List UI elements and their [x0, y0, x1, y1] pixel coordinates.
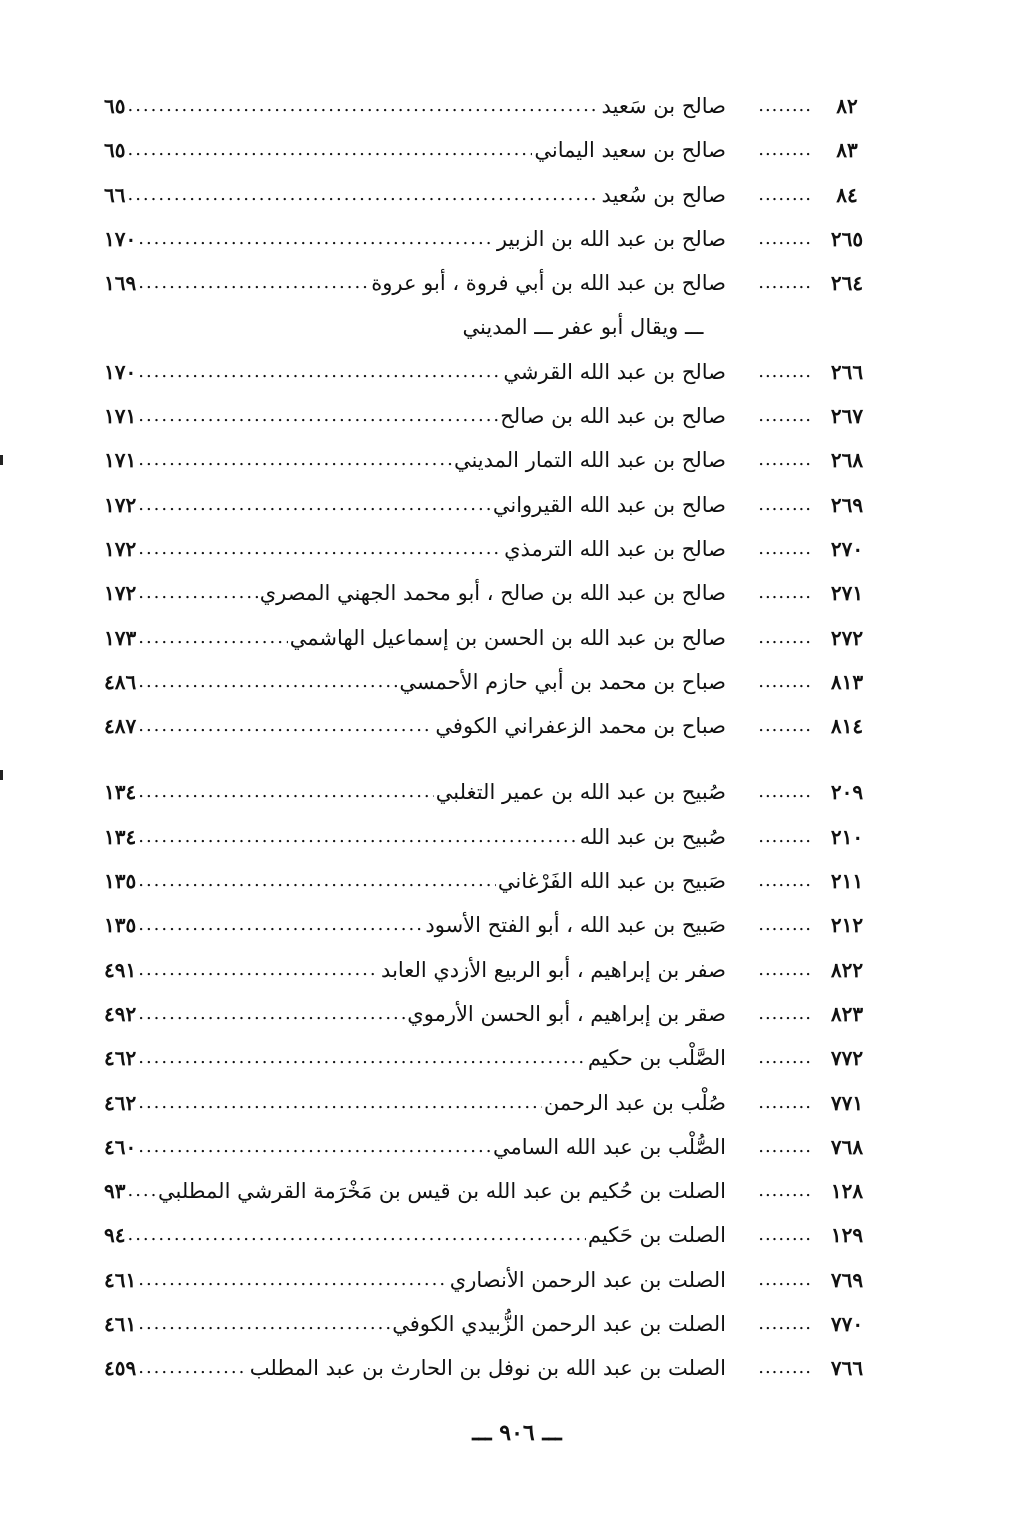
leader-dots: ........ [758, 1091, 812, 1113]
leader-dots: ........ [758, 95, 812, 116]
index-entry [104, 660, 882, 704]
entry-name: الصلت بن حُكيم بن عبد الله بن قيس بن مَخْرَمة القرشي المطلبي [158, 1179, 726, 1204]
entry-page: ٤٨٧ [104, 714, 137, 739]
leader-dots [138, 704, 433, 748]
entry-page: ٤٦٢ [104, 1046, 137, 1071]
leader-dots [138, 770, 434, 814]
leader-dots: ........ [758, 582, 812, 604]
entry-number: ٢٧٢ [830, 625, 864, 650]
entry-page: ٦٥ [104, 94, 126, 118]
leader-dots: ........ [758, 670, 812, 692]
index-entry [104, 1302, 882, 1346]
leader-dots: ........ [758, 914, 812, 936]
leader-dots [138, 903, 423, 947]
entry-number: ٧٧٠ [830, 1312, 864, 1337]
entry-name: الصلت بن حَكيم [587, 1223, 726, 1248]
entry-number: ٧٦٦ [830, 1356, 864, 1381]
entry-name: صُلْب بن عبد الرحمن [543, 1090, 726, 1115]
entry-number: ١٢٩ [830, 1223, 864, 1248]
entry-name: صباح بن محمد بن أبي حازم الأحمسي [399, 669, 726, 694]
entry-number: ٧٦٩ [830, 1267, 864, 1292]
entry-page: ٤٦١ [104, 1267, 137, 1292]
leader-dots [138, 992, 405, 1036]
leader-dots [127, 173, 599, 217]
entry-name: صالح بن عبد الله الترمذي [504, 536, 726, 561]
entry-page: ١٧٢ [104, 581, 137, 606]
entry-name: صفر بن إبراهيم ، أبو الربيع الأزدي العابد [381, 957, 726, 982]
index-entry [104, 815, 882, 859]
entry-page: ١٧٢ [104, 492, 137, 517]
index-entry [104, 1081, 882, 1125]
entry-name: صُبيح بن عبد الله [579, 824, 726, 849]
entry-page: ١٣٤ [104, 780, 137, 805]
index-entry [104, 128, 882, 172]
entry-name: الصلت بن عبد الرحمن الأنصاري [449, 1267, 726, 1292]
entry-name: صَبيح بن عبد الله ، أبو الفتح الأسود [425, 913, 726, 938]
index-entry [104, 173, 882, 217]
leader-dots: ........ [758, 781, 812, 803]
entry-page: ١٣٥ [104, 869, 137, 894]
leader-dots [138, 1302, 390, 1346]
leader-dots [138, 616, 288, 660]
entry-name: صالح بن سَعيد [601, 94, 726, 118]
entry-name: صُبيح بن عبد الله بن عمير التغلبي [435, 780, 726, 805]
index-entry [104, 770, 882, 814]
entry-name: الصلت بن عبد الرحمن الزُّبيدي الكوفي [392, 1312, 726, 1337]
entry-name: صالح بن عبد الله بن صالح [500, 404, 726, 429]
leader-dots [138, 527, 502, 571]
leader-dots [127, 84, 599, 128]
index-entry [104, 1036, 882, 1080]
entry-number: ٨٣ [836, 138, 858, 163]
entry-page: ١٧١ [104, 448, 137, 473]
entry-number: ٢١١ [830, 869, 864, 894]
leader-dots: ........ [758, 1357, 812, 1379]
entry-number: ٢٦٤ [830, 271, 864, 296]
leader-dots [138, 1036, 586, 1080]
leader-dots [138, 815, 578, 859]
entry-number: ٧٧١ [830, 1090, 864, 1115]
leader-dots: ........ [758, 183, 812, 205]
entry-number: ٨١٣ [830, 669, 864, 694]
leader-dots [127, 1213, 585, 1257]
index-entry [104, 261, 882, 305]
leader-dots [138, 571, 257, 615]
entry-name: صالح بن عبد الله القيرواني [492, 492, 726, 517]
entry-number: ١٢٨ [830, 1179, 864, 1204]
entry-name: صالح بن عبد الله التمار المديني [453, 448, 726, 473]
entry-page: ١٦٩ [104, 271, 137, 296]
leader-dots [138, 1258, 448, 1302]
index-entry [104, 84, 882, 128]
entry-name: صالح بن عبد الله بن الحسن بن إسماعيل الهاشمي [289, 625, 726, 650]
entry-page: ٦٥ [104, 138, 126, 163]
leader-dots: ........ [758, 405, 812, 427]
entry-number: ٨٢٣ [830, 1001, 864, 1026]
entry-name: صالح بن عبد الله بن صالح ، أبو محمد الجهني المصري [259, 581, 726, 606]
leader-dots: ........ [758, 1135, 812, 1157]
index-entry [104, 483, 882, 527]
entry-number: ٢٧١ [830, 581, 864, 606]
leader-dots [138, 859, 496, 903]
index-entry [104, 1346, 882, 1390]
leader-dots [138, 948, 379, 992]
index-entry [104, 948, 882, 992]
leader-dots [138, 217, 495, 261]
index-entry [104, 350, 882, 394]
entry-name: صَبيح بن عبد الله الفَرْغاني [497, 869, 726, 894]
leader-dots [138, 394, 498, 438]
entry-page: ٤٦٢ [104, 1090, 137, 1115]
leader-dots: ........ [758, 493, 812, 515]
leader-dots: ........ [758, 449, 812, 471]
entry-page: ١٧٠ [104, 359, 137, 384]
leader-dots [138, 1081, 542, 1125]
leader-dots: ........ [758, 626, 812, 648]
entry-page: ١٣٤ [104, 824, 137, 849]
index-entry [104, 903, 882, 947]
entry-number: ٢٠٩ [830, 780, 864, 805]
leader-dots: ........ [758, 1224, 812, 1246]
entry-number: ٢١٠ [830, 824, 864, 849]
leader-dots: ........ [758, 1180, 812, 1202]
entry-page: ١٧١ [104, 404, 137, 429]
leader-dots: ........ [758, 715, 812, 737]
entry-name: الصُّلْب بن عبد الله السامي [493, 1134, 726, 1159]
entry-page: ١٧٠ [104, 226, 137, 251]
index-entry [104, 1169, 882, 1213]
entry-page: ٤٩١ [104, 957, 137, 982]
leader-dots: ........ [758, 272, 812, 294]
entry-number: ٢٦٨ [830, 448, 864, 473]
leader-dots: ........ [758, 1002, 812, 1024]
entry-name: الصلت بن عبد الله بن نوفل بن الحارث بن عبد المطلب [249, 1356, 726, 1381]
entry-page: ٩٣ [104, 1179, 126, 1204]
leader-dots [138, 261, 369, 305]
leader-dots [138, 660, 397, 704]
index-entry [104, 1213, 882, 1257]
index-entry [104, 616, 882, 660]
entry-page: ١٧٢ [104, 536, 137, 561]
name-index-list [104, 84, 882, 1391]
leader-dots: ........ [758, 227, 812, 249]
leader-dots: ........ [758, 870, 812, 892]
index-entry [104, 217, 882, 261]
index-entry [104, 1258, 882, 1302]
leader-dots: ........ [758, 360, 812, 382]
entry-page: ٦٦ [104, 182, 126, 207]
index-entry [104, 438, 882, 482]
entry-page: ١٣٥ [104, 913, 137, 938]
entry-page: ٤٥٩ [104, 1356, 137, 1381]
index-entry [104, 1125, 882, 1169]
leader-dots [138, 438, 452, 482]
index-entry [104, 527, 882, 571]
scan-edge-mark [0, 455, 3, 465]
leader-dots: ........ [758, 139, 812, 161]
entry-name: صالح بن سُعيد [601, 182, 726, 207]
leader-dots [138, 1125, 491, 1169]
leader-dots: ........ [758, 958, 812, 980]
entry-page: ٤٦٠ [104, 1134, 137, 1159]
leader-dots: ........ [758, 1268, 812, 1290]
leader-dots [138, 350, 501, 394]
entry-number: ٧٧٢ [830, 1046, 864, 1071]
entry-number: ٢٦٧ [830, 404, 864, 429]
entry-number: ٨٢٢ [830, 957, 864, 982]
entry-number: ٢٦٦ [830, 359, 864, 384]
leader-dots [138, 1346, 248, 1390]
entry-number: ٨٤ [836, 182, 858, 207]
entry-page: ٩٤ [104, 1223, 126, 1248]
index-entry [104, 394, 882, 438]
leader-dots [127, 128, 532, 172]
leader-dots: ........ [758, 825, 812, 847]
entry-name: صباح بن محمد الزعفراني الكوفي [435, 714, 726, 739]
entry-page: ٤٨٦ [104, 669, 137, 694]
entry-number: ٢٦٩ [830, 492, 864, 517]
leader-dots [138, 483, 491, 527]
entry-name: الصَّلْب بن حكيم [587, 1046, 726, 1071]
scan-edge-mark [0, 770, 3, 780]
entry-number: ٢٦٥ [830, 226, 864, 251]
entry-name: صالح بن عبد الله بن الزبير [496, 226, 726, 251]
entry-continuation: ـــ ويقال أبو عفر ـــ المديني [462, 315, 704, 340]
entry-name: صالح بن عبد الله بن أبي فروة ، أبو عروة [371, 271, 726, 296]
entry-number: ٢١٢ [830, 913, 864, 938]
index-entry [104, 992, 882, 1036]
leader-dots: ........ [758, 1047, 812, 1069]
leader-dots: ........ [758, 537, 812, 559]
entry-name: صالح بن عبد الله القرشي [503, 359, 726, 384]
index-entry [104, 571, 882, 615]
entry-number: ٨٢ [836, 94, 858, 118]
index-entry [104, 859, 882, 903]
index-entry [104, 704, 882, 748]
leader-dots: ........ [758, 1313, 812, 1335]
entry-number: ٧٦٨ [830, 1134, 864, 1159]
page-number: ـــ ٩٠٦ ـــ [472, 1420, 562, 1446]
entry-number: ٨١٤ [830, 714, 864, 739]
entry-page: ١٧٣ [104, 625, 137, 650]
entry-number: ٢٧٠ [830, 536, 864, 561]
entry-page: ٤٦١ [104, 1312, 137, 1337]
leader-dots [127, 1169, 156, 1213]
entry-page: ٤٩٢ [104, 1001, 137, 1026]
entry-name: صالح بن سعيد اليماني [534, 138, 726, 163]
entry-name: صقر بن إبراهيم ، أبو الحسن الأرموي [407, 1001, 726, 1026]
